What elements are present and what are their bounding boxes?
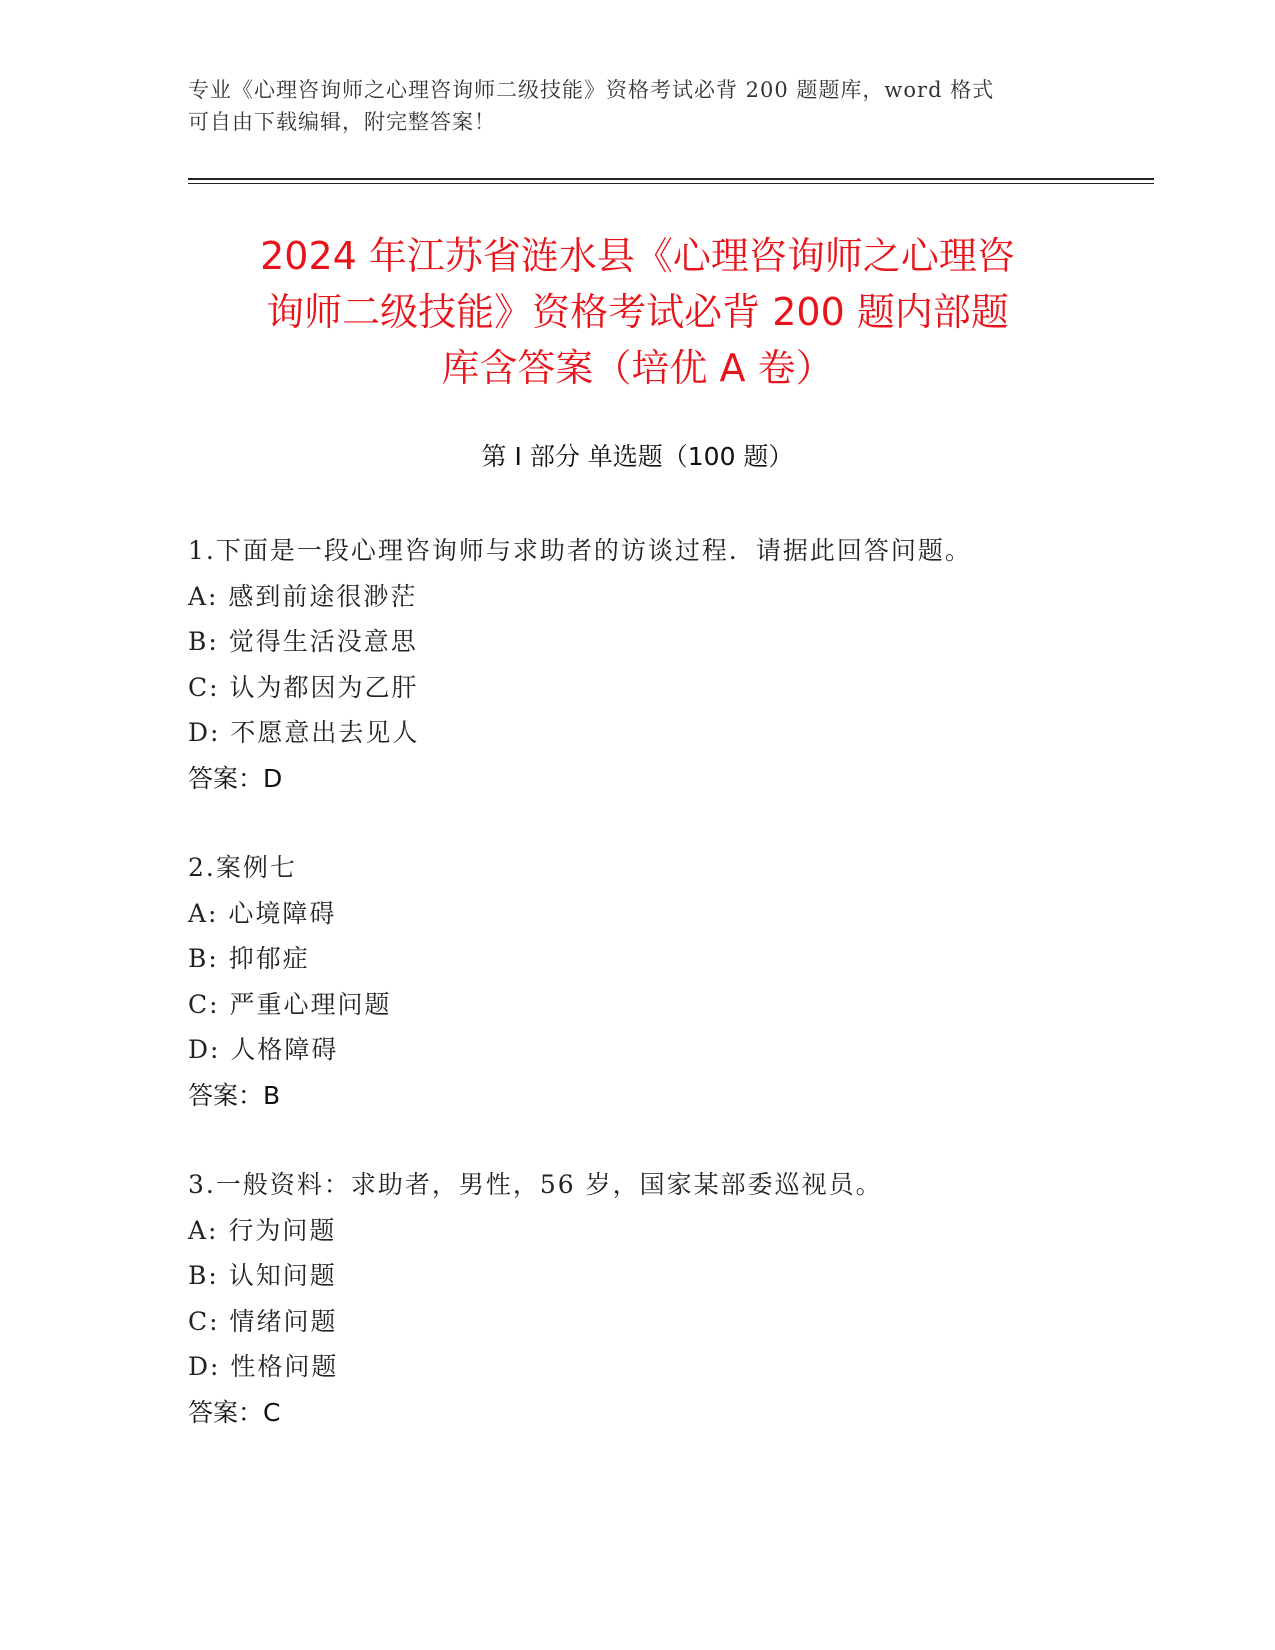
header-note-line-1: 专业《心理咨询师之心理咨询师二级技能》资格考试必背 200 题题库，word 格式: [188, 78, 995, 102]
document-title-line-1: 2024 年江苏省涟水县《心理咨询师之心理咨: [260, 234, 1015, 278]
option-a: A: 心境障碍: [188, 898, 337, 928]
header-note: [188, 74, 1088, 138]
question-list: [188, 528, 1148, 1479]
option-b: B: 觉得生活没意思: [188, 627, 418, 656]
option-d: D: 人格障碍: [188, 1035, 339, 1064]
option-b: B: 抑郁症: [188, 944, 310, 973]
answer-line: 答案：B: [188, 1080, 281, 1110]
section-title: 第 I 部分 单选题（100 题）: [481, 442, 794, 471]
option-a: A: 感到前途很渺茫: [188, 581, 418, 611]
option-d: D: 性格问题: [188, 1352, 339, 1381]
question-stem: 1.下面是一段心理咨询师与求助者的访谈过程．请据此回答问题。: [188, 536, 972, 565]
option-b: B: 认知问题: [188, 1261, 337, 1290]
document-title: [150, 228, 1125, 396]
document-title-line-3: 库含答案（培优 A 卷）: [441, 346, 834, 390]
question-2: [188, 845, 1148, 1118]
option-c: C: 严重心理问题: [188, 989, 392, 1019]
answer-line: 答案：D: [188, 763, 283, 793]
option-c: C: 认为都因为乙肝: [188, 672, 419, 702]
answer-line: 答案：C: [188, 1397, 281, 1427]
header-divider-thick: [188, 178, 1154, 180]
document-title-line-2: 询师二级技能》资格考试必背 200 题内部题: [266, 290, 1009, 334]
header-note-line-2: 可自由下载编辑，附完整答案！: [188, 110, 496, 134]
question-stem: 2.案例七: [188, 853, 297, 882]
question-stem: 3.一般资料：求助者，男性，56 岁，国家某部委巡视员。: [188, 1170, 883, 1199]
question-3: [188, 1162, 1148, 1435]
option-c: C: 情绪问题: [188, 1306, 338, 1336]
option-a: A: 行为问题: [188, 1215, 337, 1245]
question-1: [188, 528, 1148, 801]
header-divider-thin: [188, 183, 1154, 184]
option-d: D: 不愿意出去见人: [188, 718, 420, 747]
